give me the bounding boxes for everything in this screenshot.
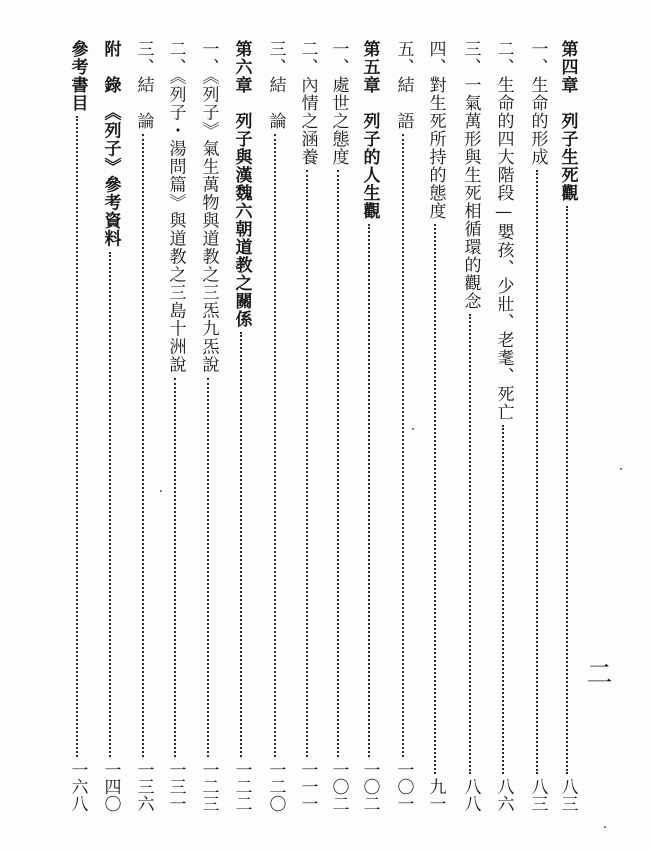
dot-leader (109, 252, 111, 758)
dot-leader (337, 170, 339, 757)
dot-leader (502, 425, 504, 774)
toc-entry-bibliography (62, 40, 92, 812)
toc-entry-page: 八三 (527, 778, 548, 812)
toc-entry (488, 40, 518, 812)
toc-entry-page: 八八 (460, 778, 481, 812)
toc-entry-page: 一四〇 (100, 761, 121, 812)
toc-entry-chapter-4 (552, 40, 582, 812)
dot-leader (240, 332, 242, 757)
toc-entry (128, 40, 158, 812)
toc-entry-title: 第五章 列子的人生觀 (359, 40, 380, 220)
toc-entry-page: 一六八 (67, 761, 88, 812)
toc-entry-page: 九一 (425, 778, 446, 812)
toc-entry (455, 40, 485, 812)
dot-leader (174, 378, 176, 758)
toc-entry-page: 一三六 (133, 761, 154, 812)
toc-entry-page: 一二二 (231, 761, 252, 812)
toc-entry (260, 40, 290, 812)
toc-entry-title: 附 錄 《列子》參考資料 (100, 40, 121, 248)
toc-entry-title: 一、生命的形成 (527, 40, 548, 166)
toc-entry (193, 40, 223, 812)
toc-entry-title: 五、結 語 (393, 40, 414, 130)
dot-leader (402, 134, 404, 757)
toc-entry (292, 40, 322, 812)
dot-leader (536, 170, 538, 774)
dot-leader (142, 134, 144, 757)
dot-leader (434, 224, 436, 774)
toc-entry (160, 40, 190, 812)
toc-entry (388, 40, 418, 812)
toc-entry-title: 二、《列子・湯問篇》與道教之三島十洲說 (165, 40, 186, 374)
toc-entry-chapter-5 (354, 40, 384, 812)
toc-entry (522, 40, 552, 812)
toc-entry-page: 一二三 (198, 761, 219, 812)
toc-entry-title: 第四章 列子生死觀 (557, 40, 578, 202)
toc-entry-page: 一三一 (165, 761, 186, 812)
dot-leader (469, 314, 471, 774)
toc-entry-page: 一〇二 (359, 761, 380, 812)
toc-entry-title: 三、結 論 (265, 40, 286, 130)
scan-speck (412, 428, 414, 430)
toc-entry-title: 一、《列子》氣生萬物與道教之三炁九炁說 (198, 40, 219, 374)
toc-entry-title: 一、處世之態度 (328, 40, 349, 166)
toc-entry-title: 第六章 列子與漢魏六朝道教之關係 (231, 40, 252, 328)
toc-entry-title: 四、對生死所持的態度 (425, 40, 446, 220)
toc-entry-page: 一〇一 (393, 761, 414, 812)
toc-entry-title: 二、生命的四大階段—嬰孩、少壯、老耄、死亡 (493, 40, 514, 421)
toc-entry-title: 三、結 論 (133, 40, 154, 130)
toc-entry (323, 40, 353, 812)
dot-leader (306, 170, 308, 757)
scan-speck (160, 490, 162, 492)
toc-entry-page: 一一一 (297, 761, 318, 812)
toc-entry-title: 參考書目 (67, 40, 88, 112)
toc-entry (420, 40, 450, 812)
dot-leader (368, 224, 370, 757)
toc-entry-title: 二、內情之涵養 (297, 40, 318, 166)
dot-leader (76, 116, 78, 757)
scan-speck (604, 826, 606, 828)
dot-leader (207, 378, 209, 758)
dot-leader (566, 206, 568, 774)
toc-entry-chapter-6 (226, 40, 256, 812)
page-folio: 二 (582, 660, 612, 686)
dot-leader (274, 134, 276, 757)
toc-entry-page: 一二〇 (265, 761, 286, 812)
toc-entry-appendix (95, 40, 125, 812)
toc-entry-page: 一〇二 (328, 761, 349, 812)
toc-entry-page: 八六 (493, 778, 514, 812)
toc-entry-title: 三、一氣萬形與生死相循環的觀念 (460, 40, 481, 310)
toc-entry-page: 八三 (557, 778, 578, 812)
scan-speck (620, 468, 622, 470)
